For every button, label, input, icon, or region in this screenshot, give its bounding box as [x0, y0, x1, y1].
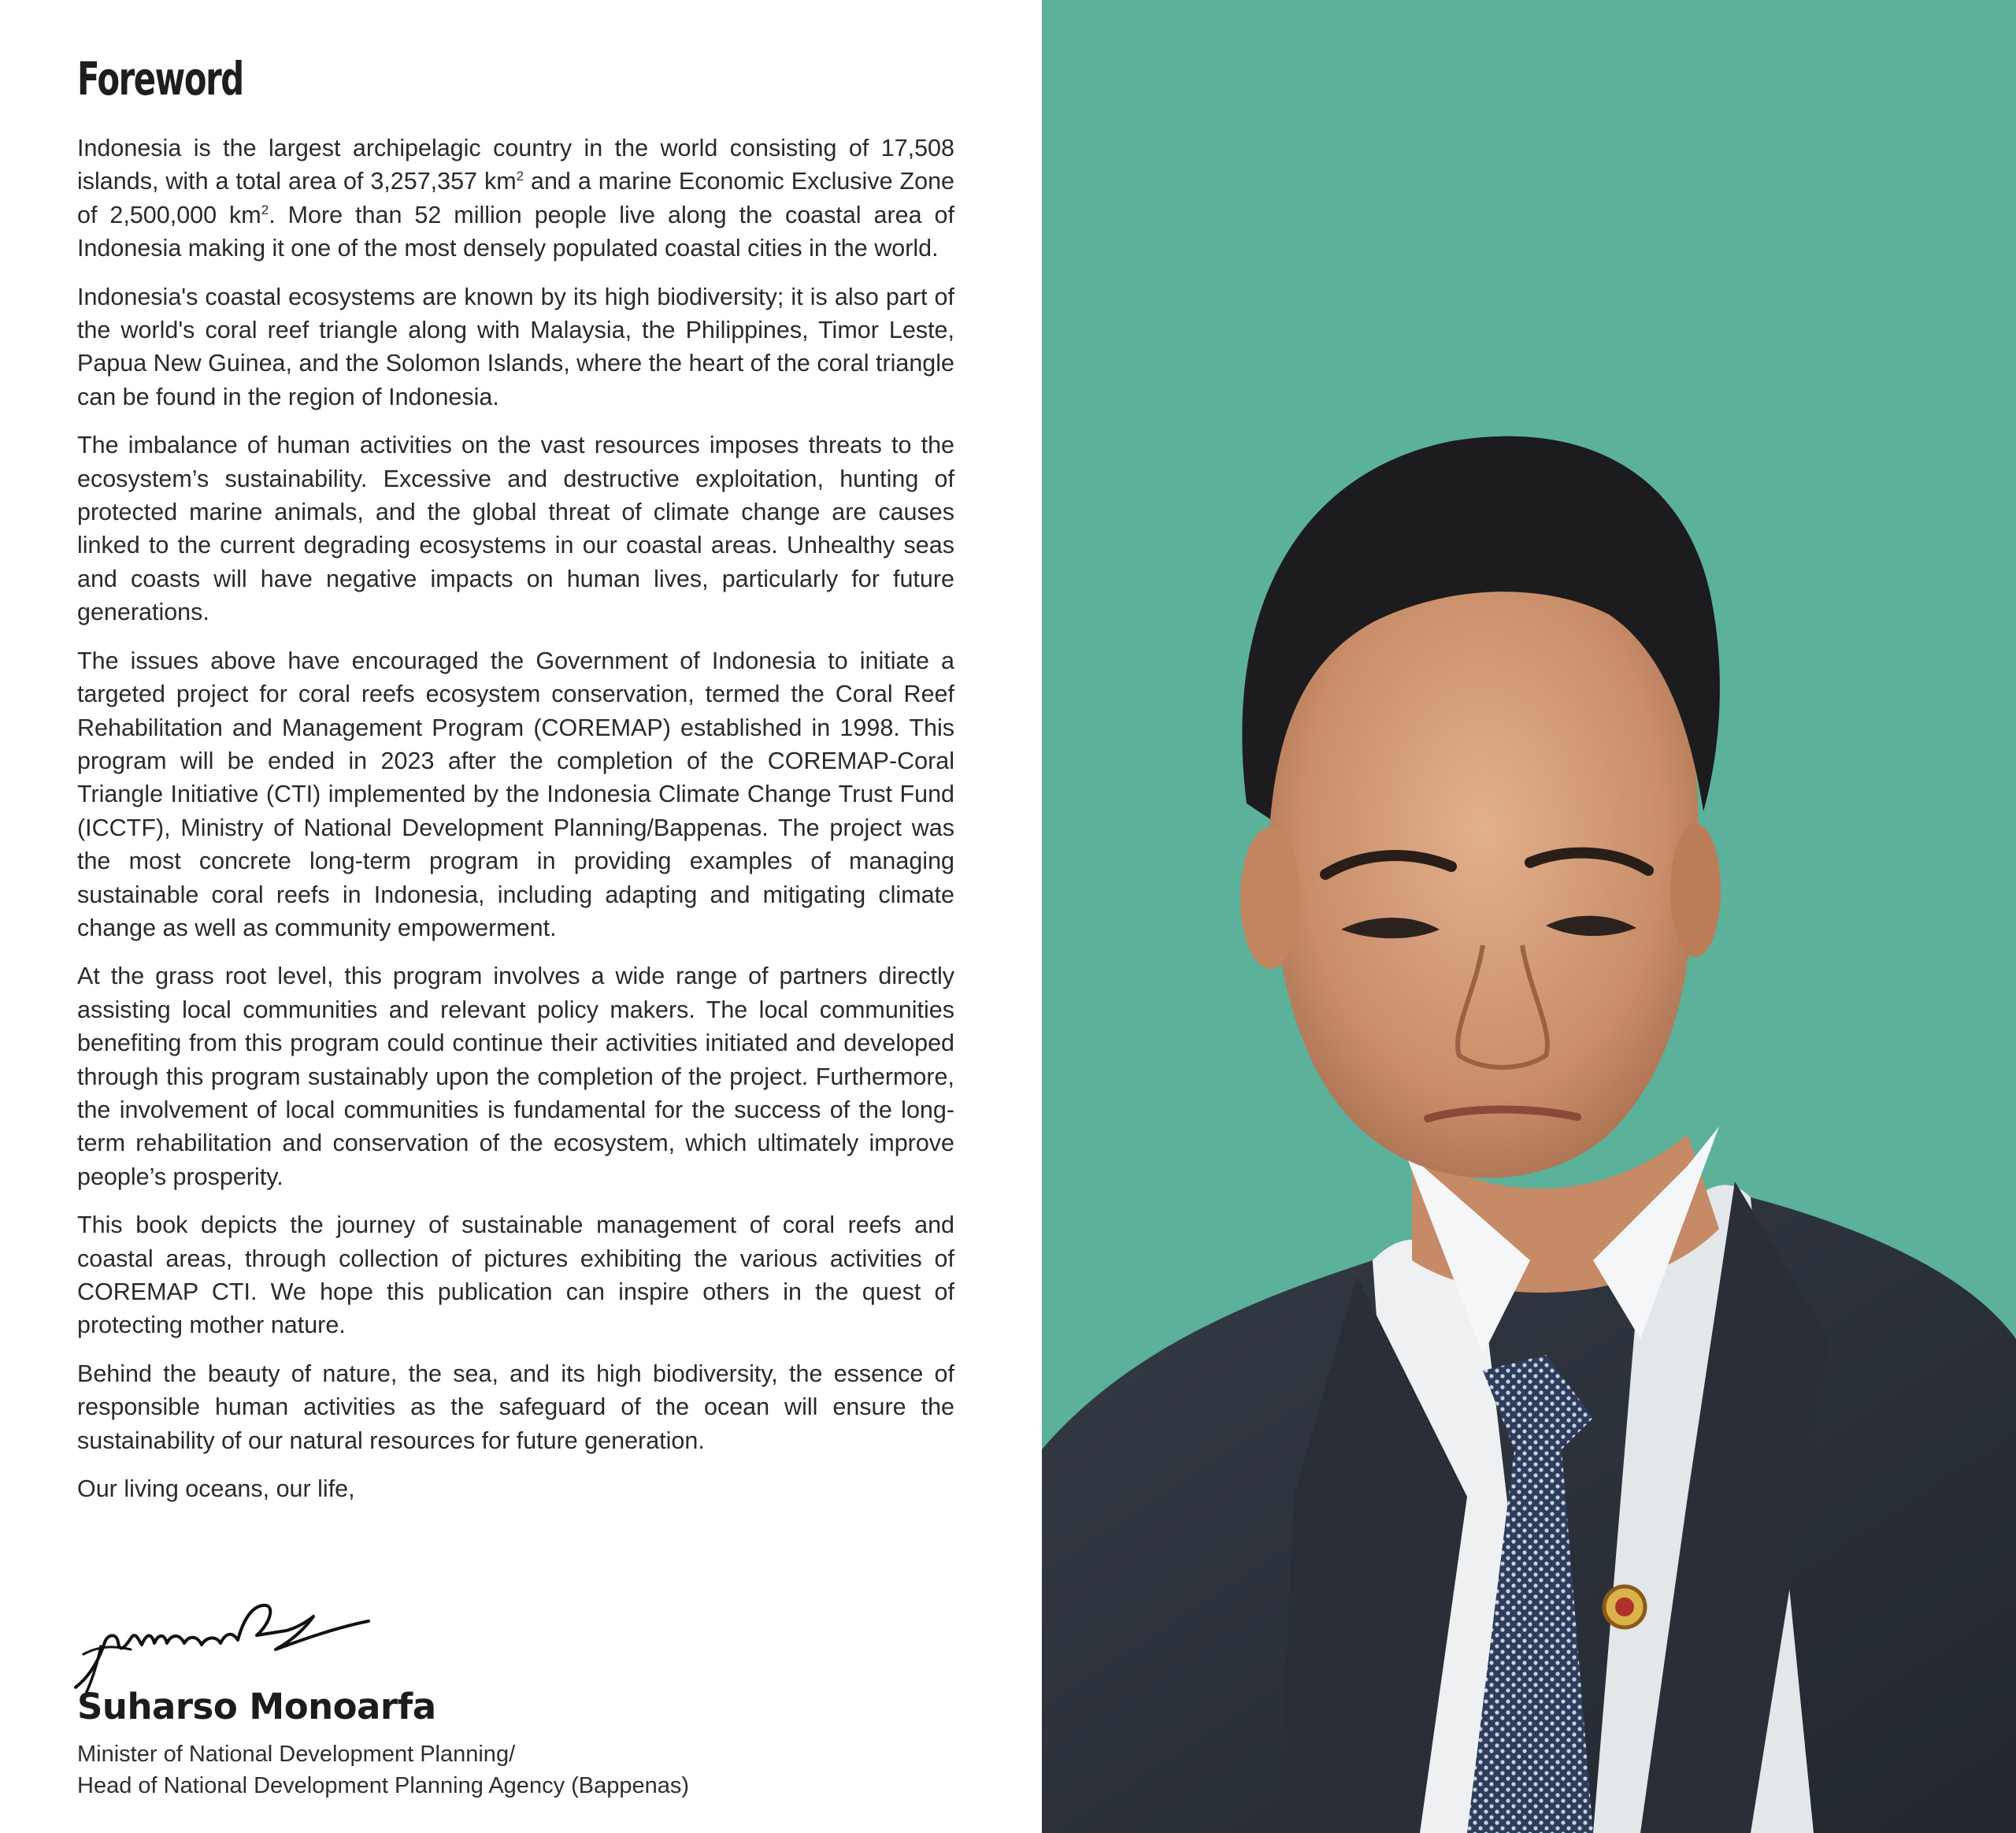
signer-title-line-2: Head of National Development Planning Agency (Bappenas) — [77, 1773, 690, 1798]
signer-name: Suharso Monoarfa — [77, 1686, 436, 1727]
superscript-2-a: 2 — [516, 169, 524, 184]
paragraph-6: This book depicts the journey of sustainable management of coral reefs and coastal areas, through collection of pictures exhibiting the various activities of COREMAP CTI. We hope this publication can inspire others in the quest of protecting mother nature. — [77, 1211, 954, 1339]
signer-title-line-1: Minister of National Development Planning/ — [77, 1742, 516, 1767]
handwritten-signature — [69, 1599, 376, 1694]
paragraph-1 — [77, 132, 954, 265]
paragraph-7: Behind the beauty of nature, the sea, and its high biodiversity, the essence of responsible human activities as the safeguard of the ocean will ensure the sustainability of our natural resources for future generation. — [77, 1360, 954, 1454]
foreword-column — [77, 43, 954, 1520]
superscript-2-b: 2 — [261, 202, 269, 217]
portrait-photo — [1042, 0, 2016, 1833]
closing-line: Our living oceans, our life, — [77, 1475, 355, 1503]
paragraph-5: At the grass root level, this program involves a wide range of partners directly assisting local communities and relevant policy makers. The local communities benefiting from this program could continue their activities initiated and developed through this program sustainably upon the completion of the project. Furthermore, the involvement of local communities is fundamental for the success of the long-term rehabilitation and conservation of the ecosystem, which ultimately improve people’s prosperity. — [77, 963, 954, 1190]
signer-title — [77, 1738, 689, 1801]
paragraph-2: Indonesia's coastal ecosystems are known by its high biodiversity; it is also part of the world's coral reef triangle along with Malaysia, the Philippines, Timor Leste, Papua New Guinea, and the Solomon Islands, where the heart of the coral triangle can be found in the region of Indonesia. — [77, 283, 954, 410]
paragraph-3: The imbalance of human activities on the vast resources imposes threats to the ecosystem’s sustainability. Excessive and destructive exploitation, hunting of protected marine animals, and the global threat of climate change are causes linked to the current degrading ecosystems in our coastal areas. Unhealthy seas and coasts will have negative impacts on human lives, particularly for future generations. — [77, 432, 954, 626]
portrait-photo-panel — [1042, 0, 2016, 1833]
paragraph-1-part-c: . More than 52 million people live along the coastal area of Indonesia making it one of the most densely populated coastal cities in the world. — [77, 201, 954, 262]
paragraph-1-part-a: Indonesia is the largest archipelagic country in the world consisting of 17,508 islands, with a total area of 3,257,357 km — [77, 135, 954, 195]
page-title: Foreword — [77, 52, 243, 106]
paragraph-4: The issues above have encouraged the Government of Indonesia to initiate a targeted project for coral reefs ecosystem conservation, termed the Coral Reef Rehabilitation and Management Program (COREMAP) established in 1998. This program will be ended in 2023 after the completion of the COREMAP-Coral Triangle Initiative (CTI) implemented by the Indonesia Climate Change Trust Fund (ICCTF), Ministry of National Development Planning/Bappenas. The project was the most concrete long-term program in providing examples of managing sustainable coral reefs in Indonesia, including adapting and mitigating climate change as well as community empowerment. — [77, 647, 954, 941]
paragraph-1-part-b: and a marine Economic Exclusive Zone of 2,500,000 km — [77, 168, 954, 228]
